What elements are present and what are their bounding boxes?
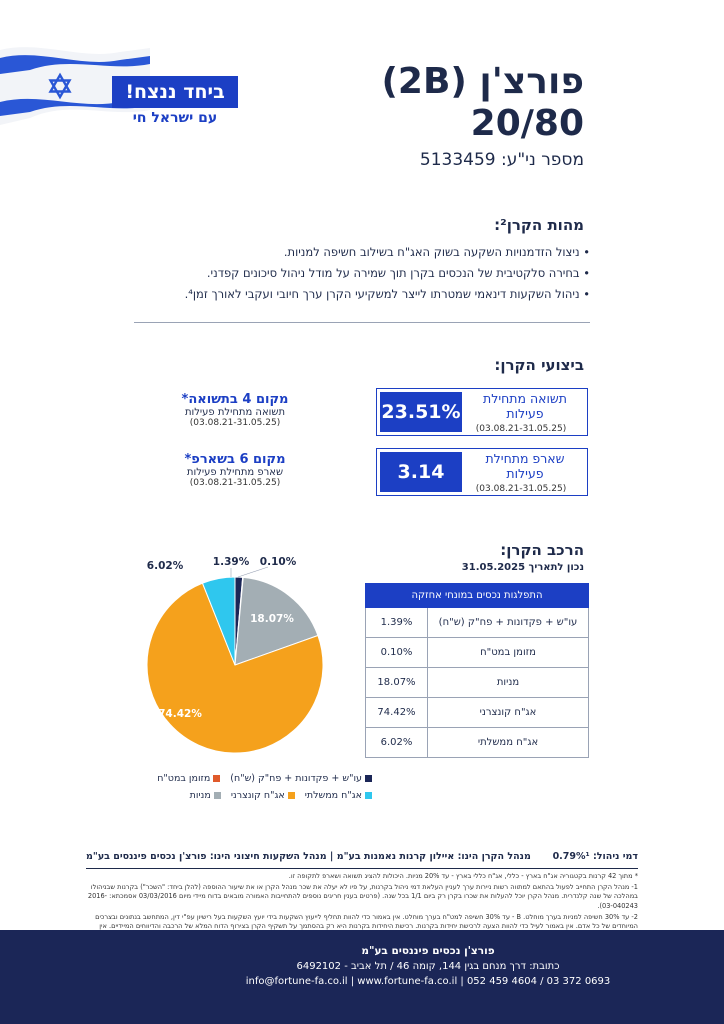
legend-swatch	[213, 775, 220, 782]
fund-code: 20/80	[470, 103, 584, 144]
essence-title: מהות הקרן²:	[494, 216, 584, 234]
fee-label: דמי ניהול:	[593, 851, 638, 862]
return-rank-subtitle: תשואה מתחילת פעילות	[184, 407, 286, 418]
return-dates: (03.08.21-31.05.25)	[475, 424, 567, 434]
legend-label: אג"ח ממשלתי	[304, 790, 362, 801]
row-percent: 6.02%	[366, 728, 428, 758]
legend-item	[230, 773, 372, 784]
pie-data-label: 6.02%	[146, 560, 184, 572]
footer-company-name: פורצ'ן נכסים פיננסים בע"מ	[361, 945, 495, 957]
fund-title: פורצ'ן (2B)	[381, 61, 584, 102]
sharpe-rank-heading: מקום 6 בשארפ*	[184, 452, 286, 467]
row-label: אג"ח ממשלתי	[428, 728, 589, 758]
legend-label: מניות	[189, 790, 211, 801]
row-label: אג"ח קונצרני	[428, 698, 589, 728]
essence-item: • ניהול השקעות דינאמי שמטרתו לייצר למשקיעי הקרן ערך חיובי ועקבי לאורך זמן⁴.	[70, 284, 590, 305]
legend-row	[112, 790, 372, 801]
row-percent: 18.07%	[366, 668, 428, 698]
legend-item	[231, 790, 295, 801]
essence-item: • בחירה סלקטיבית של הנכסים בקרן תוך שמירה על מודל ניהול סיכונים קפדני.	[70, 263, 590, 284]
footnote: 2- עד 30% חשיפה למניות בערך מוחלט. B - עד 30% חשיפה למט"ח בערך מוחלט. אין באמור כדי להוות תחליף לייעוץ השקעות בידי יועץ השקעות בעל רישיון עפ"י דין, המתחשב בנתונים ובצרכים המיוחדים של כל אדם. אין באמור לעיל כדי להוות הצעה לרכישת יחידות בקרנות. רכישת היחידות בקרנות היא רק בהסתמך על תשקיף הקרן בצירוף הדוח המלא של הרכבה והדיווחים המיידיים. אין	[95, 912, 638, 931]
fee-value: 0.79%¹	[552, 851, 590, 862]
return-value: 23.51%	[380, 392, 462, 432]
legend-swatch	[288, 792, 295, 799]
return-rank-dates: (03.08.21-31.05.25)	[189, 418, 281, 428]
table-row	[366, 608, 589, 638]
sharpe-dates: (03.08.21-31.05.25)	[475, 484, 567, 494]
row-percent: 74.42%	[366, 698, 428, 728]
table-header: התפלגות נכסים במונחי אחזקה	[366, 584, 589, 608]
slogan-badge: ביחד ננצח!	[112, 76, 238, 108]
footer-address: כתובת: דרך מנחם בגין 144, קומה 46 / תל אביב - 6492102	[296, 961, 560, 972]
performance-title: ביצועי הקרן:	[494, 356, 584, 374]
managers-text: מנהל הקרן הינו: איילון קרנות נאמנות בע"מ | מנהל השקעות חיצוני הינו: פורצ'ן נכסים פיננסים בע"מ	[86, 851, 531, 862]
legend-swatch	[365, 775, 372, 782]
chart-legend	[112, 773, 372, 807]
sharpe-value: 3.14	[380, 452, 462, 492]
table-row	[366, 728, 589, 758]
legend-label: אג"ח קונצרני	[230, 790, 285, 801]
legend-item	[157, 773, 220, 784]
footnote: * מתוך 42 קרנות בקטגוריה אג"ח בארץ - כללי, אג"ח כללי בארץ - עד 20% מניות. היכולות להציג תשואה ושארפ לתקופה זו.	[288, 872, 638, 880]
row-label: מניות	[428, 668, 589, 698]
pie-data-label: 74.42%	[158, 708, 202, 720]
return-metric-box	[376, 388, 588, 436]
legend-label: עו"ש + פקדונות + פח"ק (ש"ח)	[230, 773, 362, 784]
sharpe-rank-dates: (03.08.21-31.05.25)	[189, 478, 281, 488]
return-rank-heading: מקום 4 בתשואה*	[181, 392, 289, 407]
return-label: תשואה מתחילת פעילות	[483, 391, 567, 421]
notes-divider	[86, 868, 638, 869]
table-row	[366, 668, 589, 698]
legend-label: מזומן במט"ח	[157, 773, 211, 784]
row-percent: 1.39%	[366, 608, 428, 638]
sharpe-label: שארפ מתחילת פעילות	[485, 451, 565, 481]
fund-number: מספר ני"ע: 5133459	[419, 150, 584, 170]
legend-swatch	[214, 792, 221, 799]
pie-data-label: 1.39%	[212, 556, 250, 568]
return-rank	[160, 392, 310, 428]
footer-contact[interactable]: info@fortune-fa.co.il | www.fortune-fa.co.il | 052 459 4604 / 03 372 0693	[245, 976, 611, 987]
legend-item	[190, 790, 221, 801]
essence-item: • ניצול הזדמנויות השקעה בשוק האג"ח בשילוב חשיפה למניות.	[70, 242, 590, 263]
row-label: עו"ש + פקדונות + פח"ק (ש"ח)	[428, 608, 589, 638]
slogan-subtitle: עם ישראל חי	[132, 110, 218, 126]
legend-item	[305, 790, 372, 801]
pie-data-label: 0.10%	[259, 556, 297, 568]
row-label: מזומן במט"ח	[428, 638, 589, 668]
composition-title: הרכב הקרן:	[500, 541, 584, 559]
pie-leader-line	[238, 567, 268, 577]
table-row	[366, 638, 589, 668]
section-divider	[134, 322, 590, 323]
pie-data-label: 18.07%	[250, 613, 294, 625]
allocation-pie-chart	[130, 555, 350, 775]
legend-swatch	[365, 792, 372, 799]
footnote: 1- מנהל הקרן התחייב לפעול בהתאם למתווה רשות ניירות ערך לעניין העלאת דמי ניהול בקרנות, על פיו לא יעלה את שכר מנהל הקרן או את שיעור ההוספה (להלן ביחד: "השכר") בקרנות שבניהולו במהלכה של שנה קלנדרית. מנהל הקרן יוכל להעלות את שכרו בקרן רק ביום 1/1 בכל שנה. (פרטים בענין חריגים נוספים להתחייבות האמורה מובאים בדוח מיידי מיום 03/03/2016 אסמכתא: 2016-03-040243).	[87, 883, 638, 910]
footer-band	[0, 930, 724, 1024]
sharpe-rank-subtitle: שארפ מתחילת פעילות	[186, 467, 284, 478]
essence-list	[70, 242, 590, 305]
fee-line	[86, 851, 638, 862]
row-percent: 0.10%	[366, 638, 428, 668]
sharpe-rank	[160, 452, 310, 488]
table-row	[366, 698, 589, 728]
composition-table	[365, 583, 589, 758]
composition-date: נכון לתאריך 31.05.2025	[461, 562, 584, 573]
legend-row	[112, 773, 372, 784]
sharpe-metric-box	[376, 448, 588, 496]
fee-group	[553, 851, 638, 862]
footer-content	[218, 944, 638, 989]
